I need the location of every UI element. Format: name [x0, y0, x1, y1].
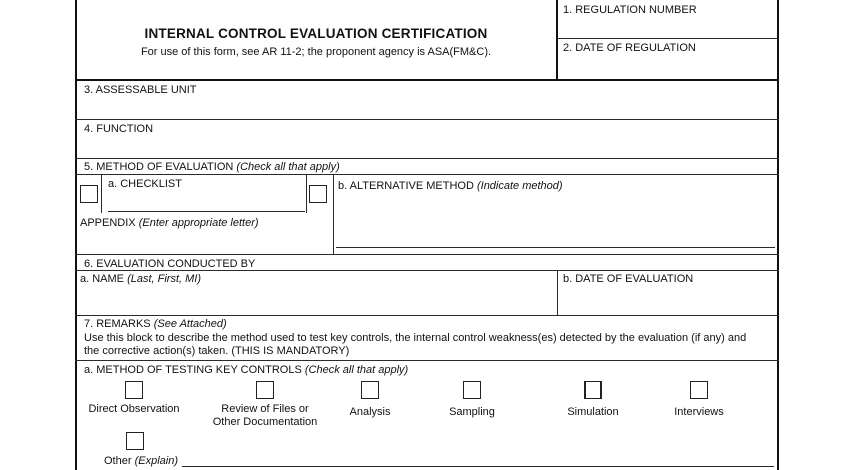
- evaluator-name-label: a. NAME (Last, First, MI): [80, 273, 202, 285]
- remarks-heading: 7. REMARKS (See Attached): [84, 318, 227, 330]
- rule-after-method: [75, 254, 779, 255]
- checklist-label: a. CHECKLIST: [108, 178, 182, 190]
- date-of-evaluation-label: b. DATE OF EVALUATION: [563, 273, 694, 285]
- form-title: INTERNAL CONTROL EVALUATION CERTIFICATION: [144, 26, 488, 41]
- direct-observation-label: Direct Observation: [88, 403, 180, 415]
- interviews-label: Interviews: [674, 406, 724, 418]
- method-mid-divider: [333, 175, 334, 254]
- function-label: 4. FUNCTION: [84, 123, 154, 135]
- date-of-evaluation-field[interactable]: [562, 288, 774, 312]
- evaluation-conducted-by-heading: 6. EVALUATION CONDUCTED BY: [84, 258, 256, 270]
- regulation-number-field[interactable]: [560, 18, 774, 36]
- sampling-label: Sampling: [449, 406, 495, 418]
- checklist-right-divider: [306, 175, 307, 213]
- alternative-entry-line[interactable]: [336, 247, 775, 248]
- rule-after-function: [75, 158, 779, 159]
- simulation-label: Simulation: [567, 406, 619, 418]
- direct-observation-checkbox[interactable]: [125, 381, 143, 399]
- appendix-label: APPENDIX (Enter appropriate letter): [80, 217, 259, 229]
- function-field[interactable]: [80, 137, 774, 157]
- remarks-instruction-line2: the corrective action(s) taken. (THIS IS MANDATORY): [84, 345, 350, 357]
- other-label: Other (Explain): [104, 455, 178, 467]
- sampling-checkbox[interactable]: [463, 381, 481, 399]
- reg-divider: [557, 38, 777, 39]
- review-files-label-line1: Review of Files or: [221, 403, 309, 415]
- rule-after-eval: [75, 315, 779, 316]
- evaluator-name-field[interactable]: [80, 288, 554, 312]
- date-of-regulation-label: 2. DATE OF REGULATION: [563, 42, 696, 54]
- checklist-box-divider: [101, 175, 102, 213]
- interviews-checkbox[interactable]: [690, 381, 708, 399]
- rule-eval-heading: [75, 270, 779, 271]
- alternative-checkbox[interactable]: [309, 185, 327, 203]
- other-checkbox[interactable]: [126, 432, 144, 450]
- form-left-border: [75, 0, 77, 470]
- review-files-checkbox[interactable]: [256, 381, 274, 399]
- date-of-regulation-field[interactable]: [560, 56, 774, 76]
- analysis-checkbox[interactable]: [361, 381, 379, 399]
- assessable-unit-field[interactable]: [80, 98, 774, 118]
- rule-method-heading: [75, 174, 779, 175]
- header-divider: [556, 0, 558, 80]
- simulation-checkbox[interactable]: [584, 381, 602, 399]
- rule-remarks-instructions: [75, 360, 779, 361]
- eval-divider: [557, 271, 558, 315]
- testing-method-heading: a. METHOD OF TESTING KEY CONTROLS (Check all that apply): [84, 364, 409, 376]
- other-explain-line[interactable]: [182, 466, 774, 467]
- alternative-method-label: b. ALTERNATIVE METHOD (Indicate method): [338, 180, 563, 192]
- checklist-checkbox[interactable]: [80, 185, 98, 203]
- analysis-label: Analysis: [349, 406, 391, 418]
- checklist-entry-line[interactable]: [108, 211, 305, 212]
- review-files-label-line2: Other Documentation: [212, 416, 318, 428]
- appendix-field[interactable]: [80, 231, 330, 251]
- assessable-unit-label: 3. ASSESSABLE UNIT: [84, 84, 197, 96]
- form-subtitle: For use of this form, see AR 11-2; the proponent agency is ASA(FM&C).: [140, 46, 492, 58]
- remarks-instruction-line1: Use this block to describe the method used to test key controls, the internal control weakness(es) detected by the evaluation (if any) and: [84, 332, 747, 344]
- rule-after-unit: [75, 119, 779, 120]
- regulation-number-label: 1. REGULATION NUMBER: [563, 4, 697, 16]
- method-of-evaluation-heading: 5. METHOD OF EVALUATION (Check all that apply): [84, 161, 340, 173]
- form-right-border: [777, 0, 779, 470]
- header-bottom-rule: [75, 79, 779, 81]
